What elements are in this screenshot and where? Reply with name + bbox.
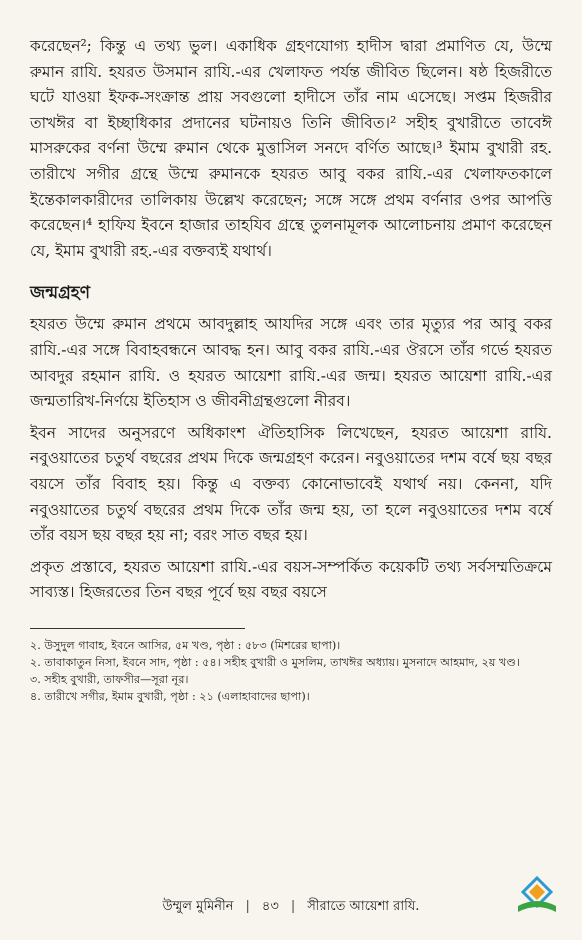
birth-paragraph-2: ইবন সাদের অনুসরণে অধিকাংশ ঐতিহাসিক লিখেছেন, হযরত আয়েশা রাযি. নবুওয়াতের চতুর্থ বছরের প্রথম দিকে জন্মগ্রহণ করেন। নবুওয়াতের দশম বর্ষে ছয় বছর বয়সে তাঁর বিবাহ হয়। কিন্তু এ বক্তব্য কোনোভাবেই যথার্থ নয়। কেননা, যদি নবুওয়াতের চতুর্থ বছরের প্রথম দিকে তাঁর জন্ম হয়, তা হলে নবুওয়াতের দশম বর্ষে তাঁর বয়স ছয় বছর হয় না; বরং সাত বছর হয়। bbox=[30, 423, 552, 545]
footnote-3: ৩. সহীহ বুখারী, তাফসীর—সূরা নূর। bbox=[30, 672, 189, 686]
footer-book-title: উম্মুল মুমিনীন bbox=[162, 899, 234, 914]
page-content bbox=[30, 34, 552, 705]
birth-paragraph-1: হযরত উম্মে রুমান প্রথমে আবদুল্লাহ আযদির সঙ্গে এবং তার মৃত্যুর পর আবু বকর রাযি.-এর সঙ্গে বিবাহবন্ধনে আবদ্ধ হন। আবু বকর রাযি.-এর ঔরসে তাঁর গর্ভে হযরত আবদুর রহমান রাযি. ও হযরত আয়েশা রাযি.-এর জন্ম। হযরত আয়েশা রাযি.-এর জন্মতারিখ-নির্ণয়ে ইতিহাস ও জীবনীগ্রন্থগুলো নীরব। bbox=[30, 315, 552, 411]
footnote-1: ২. উসুদুল গাবাহ, ইবনে আসির, ৫ম খণ্ড, পৃষ্ঠা : ৫৮৩ (মিশরের ছাপা)। bbox=[30, 638, 341, 652]
book-logo-icon bbox=[515, 876, 559, 918]
page-number: ৪৩ bbox=[261, 899, 279, 914]
page-footer bbox=[0, 897, 582, 918]
section-heading: জন্মগ্রহণ bbox=[30, 283, 91, 304]
birth-paragraph-3: প্রকৃত প্রস্তাবে, হযরত আয়েশা রাযি.-এর বয়স-সম্পর্কিত কয়েকটি তথ্য সর্বসম্মতিক্রমে সাব্যস্ত। হিজরতের তিন বছর পূর্বে ছয় বছর বয়সে bbox=[30, 557, 552, 602]
footer-separator: | bbox=[290, 899, 296, 914]
footer-series-title: সীরাতে আয়েশা রাযি. bbox=[307, 899, 420, 914]
footer-separator: | bbox=[245, 899, 250, 914]
intro-paragraph: করেছেন²; কিন্তু এ তথ্য ভুল। একাধিক গ্রহণযোগ্য হাদীস দ্বারা প্রমাণিত যে, উম্মে রুমান রাযি. হযরত উসমান রাযি.-এর খেলাফত পর্যন্ত জীবিত ছিলেন। ষষ্ঠ হিজরীতে ঘটে যাওয়া ইফক-সংক্রান্ত প্রায় সবগুলো হাদীসে তাঁর নাম এসেছে। সপ্তম হিজরীর তাখঈর বা ইচ্ছাধিকার প্রদানের ঘটনায়ও তিনি জীবিত।² সহীহ বুখারীতে তাবেঈ মাসরুকের বর্ণনা উম্মে রুমান থেকে মুত্তাসিল সনদে বর্ণিত আছে।³ ইমাম বুখারী রহ. তারীখে সগীর গ্রন্থে উম্মে রুমানকে হযরত আবু বকর রাযি.-এর খেলাফতকালে ইন্তেকালকারীদের তালিকায় উল্লেখ করেছেন; সঙ্গে সঙ্গে প্রথম বর্ণনার ওপর আপত্তি করেছেন।⁴ হাফিয ইবনে হাজার তাহযিব গ্রন্থে তুলনামূলক আলোচনায় প্রমাণ করেছেন যে, ইমাম বুখারী রহ.-এর বক্তব্যই যথার্থ। bbox=[30, 37, 552, 260]
footnote-2: ২. তাবাকাতুন নিসা, ইবনে সাদ, পৃষ্ঠা : ৫৪। সহীহ বুখারী ও মুসলিম, তাখঈর অধ্যায়। মুসনাদে আহমাদ, ২য় খণ্ড। bbox=[30, 655, 520, 669]
footnote-4: ৪. তারীখে সগীর, ইমাম বুখারী, পৃষ্ঠা : ২১ (এলাহাবাদের ছাপা)। bbox=[30, 689, 310, 703]
footnote-divider bbox=[30, 628, 245, 629]
